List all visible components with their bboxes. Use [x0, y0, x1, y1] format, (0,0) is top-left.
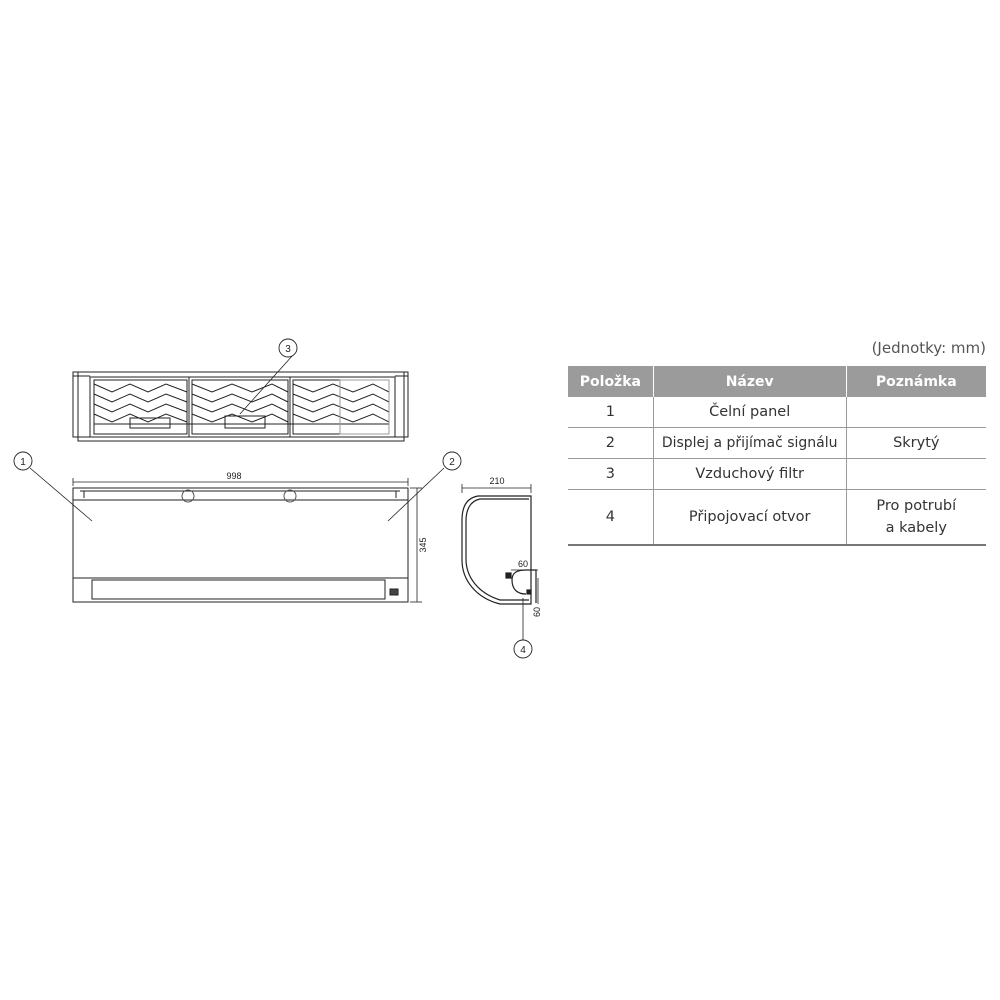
row-name: Čelní panel: [653, 397, 846, 428]
svg-text:4: 4: [520, 645, 526, 656]
row-note: [846, 459, 986, 490]
height-dimension-label: 345: [418, 537, 428, 553]
row-name: Připojovací otvor: [653, 490, 846, 546]
side-view: [462, 496, 536, 604]
header-item: Položka: [568, 366, 653, 397]
callout-3: [279, 339, 297, 357]
row-note: Pro potrubí a kabely: [846, 490, 986, 546]
width-dimension-label: 998: [226, 471, 242, 481]
row-name: Displej a přijímač signálu: [653, 428, 846, 459]
callout-1: [14, 452, 32, 470]
row-note: Skrytý: [846, 428, 986, 459]
callout-2: [443, 452, 461, 470]
table-row: [568, 397, 986, 428]
svg-text:2: 2: [449, 457, 455, 468]
svg-text:1: 1: [20, 457, 26, 468]
top-view: [73, 372, 408, 441]
hole-height-label: 60: [532, 606, 542, 618]
front-view: [73, 488, 408, 602]
row-item: 2: [568, 428, 653, 459]
header-note: Poznámka: [846, 366, 986, 397]
depth-dimension-label: 210: [489, 476, 505, 486]
row-name: Vzduchový filtr: [653, 459, 846, 490]
technical-drawing: [0, 0, 560, 700]
units-note: (Jednotky: mm): [871, 339, 986, 357]
header-name: Název: [653, 366, 846, 397]
table-row: [568, 490, 986, 546]
row-item: 3: [568, 459, 653, 490]
row-note: [846, 397, 986, 428]
callout-4: [514, 640, 532, 658]
table-row: [568, 428, 986, 459]
table-header-row: [568, 366, 986, 397]
row-item: 1: [568, 397, 653, 428]
table-row: [568, 459, 986, 490]
svg-text:3: 3: [285, 344, 291, 355]
row-item: 4: [568, 490, 653, 546]
parts-table: [568, 366, 986, 546]
hole-width-label: 60: [517, 559, 529, 569]
callout-leaders: [30, 355, 523, 640]
